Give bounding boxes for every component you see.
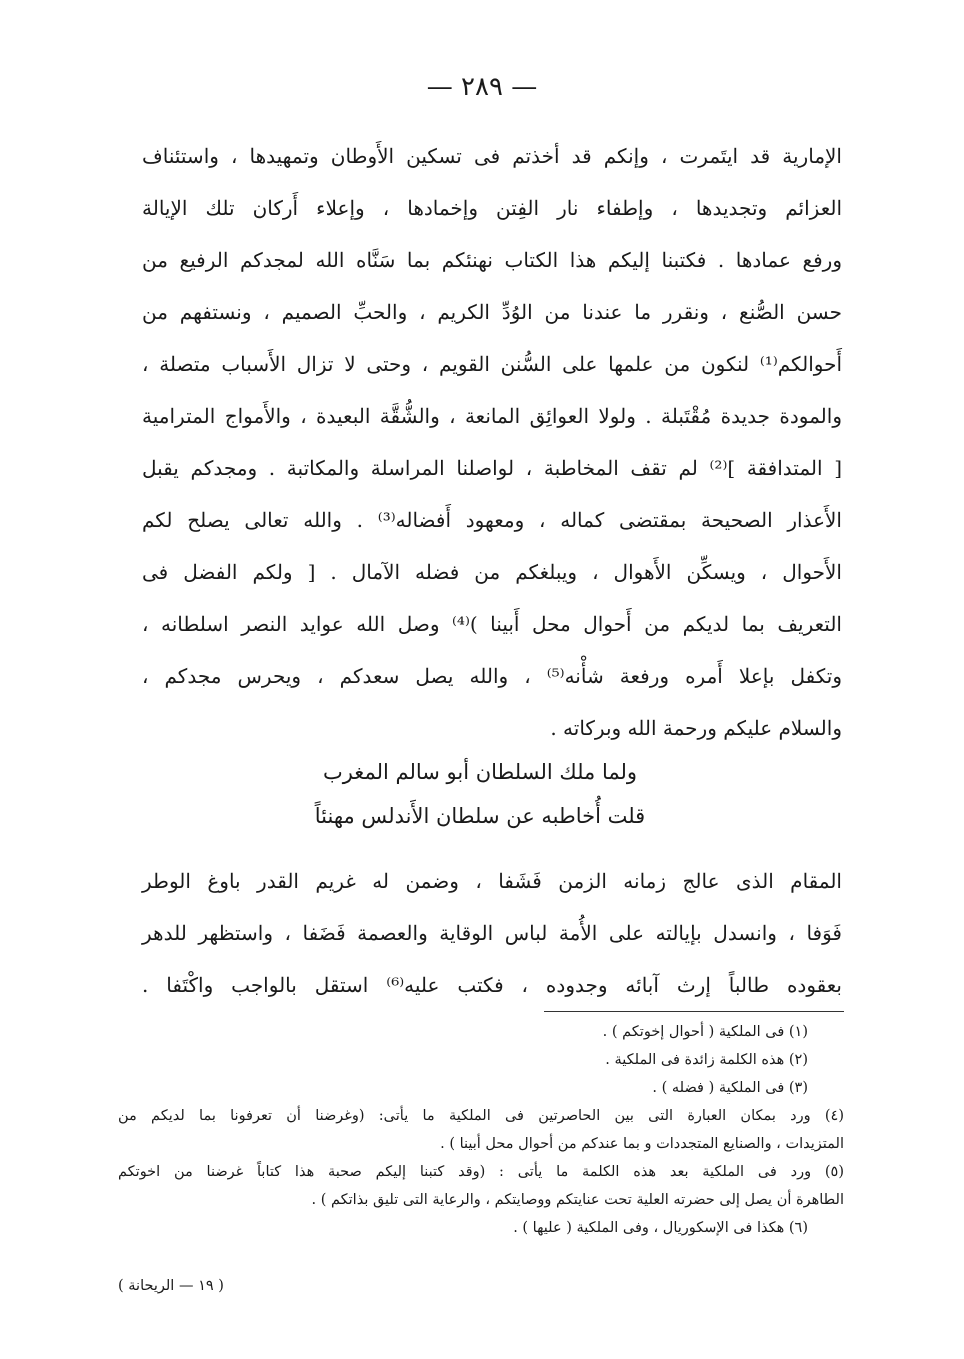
text-line: العزائم وتجديدها ، وإطفاء نار الفِتن وإخمادها ، وإعلاء أَركان تلك الإيالة xyxy=(142,196,842,220)
heading-line: قلت أُخاطبه عن سلطان الأَندلس مهنئاً xyxy=(314,804,646,828)
footnote: (٦) هكذا فى الإسكوريال ، وفى الملكية ( عليها ) . xyxy=(513,1220,808,1236)
text-line: الإمارية قد ايتَمرت ، وإنكم قد أخذتم فى تسكين الأَوطان وتمهيدها ، واستئناف xyxy=(142,144,842,168)
text-line: الأَعذار الصحيحة بمقتضى كماله ، ومعهود أَفضاله⁽³⁾ . والله تعالى يصلح لكم xyxy=(142,508,842,532)
section-heading xyxy=(200,750,760,838)
page-number: — ٢٨٩ — xyxy=(426,72,538,102)
text-line: والمودة جديدة مُقْتَبلة . ولولا العوائِق المانعة ، والشُّقَّة البعيدة ، والأَمواج المترامية xyxy=(142,404,842,428)
text-line: التعريف بما لديكم من أَحوال محل أَبينا )⁽⁴⁾ وصل الله عوايد النصر اسلطانه ، xyxy=(142,612,842,636)
footnotes xyxy=(118,1018,844,1242)
text-line: المقام الذى عالج زمانه الزمن فَشَفا ، وضمن له غريم القدر باوغ الوطر xyxy=(142,869,842,893)
footnote-separator xyxy=(544,1011,844,1012)
footnote: (٤) ورد بمكان العبارة التى بين الحاصرتين فى الملكية ما يأتى: (وغرضنا أن تعرفونا بما لديكم من xyxy=(118,1108,844,1124)
text-line: وتكفل بإعلا أَمره ورفعة شأْنه⁽⁵⁾ ، والله يصل سعدكم ، ويحرس مجدكم ، xyxy=(142,664,843,688)
printer-signature: ( ١٩ — الريحانة ) xyxy=(118,1278,224,1294)
footnote-continuation: المتزيدات ، والصنايع المتجددات و بما عندكم من أحوال محل أبينا ) . xyxy=(440,1136,844,1152)
second-paragraph xyxy=(142,855,842,1011)
text-line: [ المتدافقة ]⁽²⁾ لم تقف المخاطبة ، لواصلنا المراسلة والمكاتبة . ومجدكم يقبل xyxy=(142,456,842,480)
footnote: (٥) ورد فى الملكية بعد هذه الكلمة ما يأتى : (وقد كتبنا إليكم صحبة هذا كتاباً غرضنا من اخوتكم xyxy=(118,1164,844,1180)
text-line: بعقوده طالباً إرث آبائه وجدوده ، فكتب عليه⁽⁶⁾ استقل بالواجب واكْتَفا . xyxy=(142,973,842,997)
text-line: ورفع عمادها . فكتبنا إليكم هذا الكتاب نهنئكم بما سَنَّاه الله لمجدكم الرفيع من xyxy=(142,248,842,272)
text-line: أَحوالكم⁽¹⁾ لنكون من علمها على السُّنن القويم ، وحتى لا تزال الأَسباب متصلة ، xyxy=(142,352,842,376)
text-line: الأَحوال ، ويسكِّن الأَهوال ، ويبلغكم من فضله الآمال . [ ولكم الفضل فى xyxy=(142,560,842,584)
main-paragraph xyxy=(142,130,842,754)
heading-line: ولما ملك السلطان أبو سالم المغرب xyxy=(322,760,638,784)
footnote: (١) فى الملكية ( أحوال إخوتكم ) . xyxy=(602,1024,808,1040)
footnote: (٣) فى الملكية ( فضله ) . xyxy=(652,1080,808,1096)
text-line: والسلام عليكم ورحمة الله وبركاته . xyxy=(550,716,842,740)
footnote-continuation: الطاهرة أن يصل إلى حضرته العلية تحت عنايتكم ووصايتكم ، والرعاية التى تليق بذاتكم ) . xyxy=(311,1192,844,1208)
text-line: حسن الصُّنع ، ونقرر ما عندنا من الوُدِّ الكريم ، والحبِّ الصميم ، ونستفهم من xyxy=(142,300,842,324)
text-line: فَوَفا ، وانسدل بإيالته على الأُمة لباس الوقاية والعصمة فَضَفا ، واستظهر للدهر xyxy=(142,921,842,945)
footnote: (٢) هذه الكلمة زائدة فى الملكية . xyxy=(605,1052,808,1068)
